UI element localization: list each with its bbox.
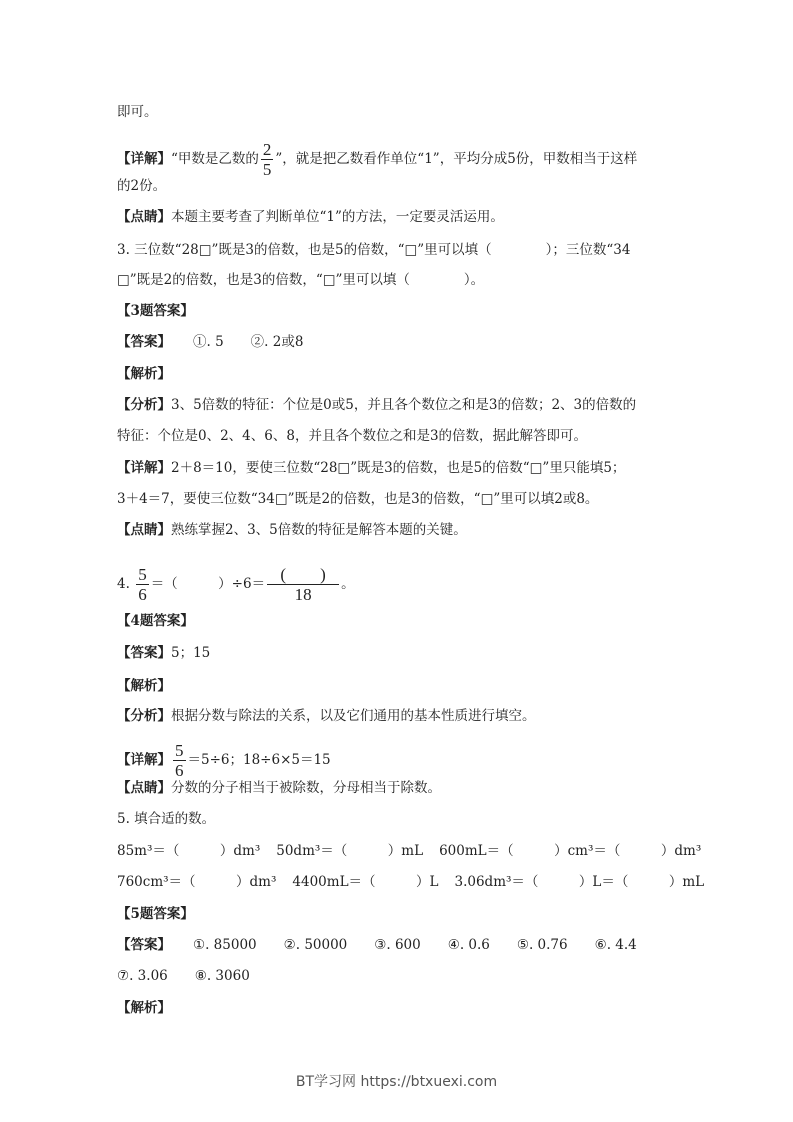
- text: 5；15: [171, 645, 211, 661]
- label-tip: 【点睛】: [117, 522, 171, 538]
- q3-detail: [117, 459, 625, 477]
- numerator: 5: [138, 565, 147, 584]
- text: ＝5÷6；18÷6×5＝15: [187, 752, 331, 768]
- fraction: [136, 565, 149, 604]
- blank-item: 3.06dm³＝（ ）L＝（ ）mL: [454, 874, 705, 890]
- label-answer: 【答案】: [117, 937, 171, 953]
- text-line: 即可。: [117, 104, 158, 120]
- q4-detail: [117, 741, 331, 780]
- numerator: 2: [262, 140, 272, 159]
- fraction: [173, 741, 186, 780]
- label-tip: 【点睛】: [117, 780, 171, 796]
- text-line: ⑦. 3.06 ⑧. 3060: [117, 968, 250, 984]
- q2-detail: [117, 140, 637, 179]
- denominator: 5: [262, 160, 272, 179]
- fraction: [261, 140, 274, 179]
- text: “甲数是乙数的: [171, 151, 259, 167]
- text: ”，就是把乙数看作单位“1”，平均分成5份，甲数相当于这样: [275, 151, 638, 167]
- numerator: 5: [175, 741, 184, 760]
- blank-item: 4400mL＝（ ）L: [292, 874, 439, 890]
- text-line: 特征：个位是0、2、4、6、8，并且各个数位之和是3的倍数，据此解答即可。: [117, 428, 588, 444]
- q3-tip: [117, 521, 467, 539]
- q4-fenxi: [117, 707, 536, 725]
- q3-answer-header: 【3题答案】: [117, 303, 194, 319]
- label-answer: 【答案】: [117, 645, 171, 661]
- text: 分数的分子相当于被除数，分母相当于除数。: [171, 780, 441, 796]
- q4-answer: [117, 644, 210, 662]
- text: 根据分数与除法的关系，以及它们通用的基本性质进行填空。: [171, 708, 536, 724]
- text: ＝（ ）÷6＝: [150, 576, 266, 592]
- q3-answer: [117, 333, 303, 351]
- text-line: 3＋4＝7，要使三位数“34□”既是2的倍数，也是3的倍数，“□”里可以填2或8。: [117, 491, 599, 507]
- q5-answer-header: 【5题答案】: [117, 906, 194, 922]
- q4-tip: [117, 779, 441, 797]
- q5-answer: [117, 936, 637, 954]
- label-detail: 【详解】: [117, 460, 171, 476]
- q3-question-line1: 3. 三位数“28□”既是3的倍数，也是5的倍数，“□”里可以填（ ）；三位数“34: [117, 242, 631, 258]
- label-analysis: 【分析】: [117, 708, 171, 724]
- q4-answer-header: 【4题答案】: [117, 613, 194, 629]
- text: ①. 5 ②. 2或8: [193, 334, 304, 350]
- denominator: 6: [175, 761, 184, 780]
- blank-item: 600mL＝（ ）cm³＝（ ）dm³: [439, 843, 702, 859]
- text: 本题主要考查了判断单位“1”的方法，一定要灵活运用。: [171, 209, 504, 225]
- q3-question-line2: □”既是2的倍数，也是3的倍数，“□”里可以填（ ）。: [117, 272, 485, 288]
- blank-item: 85m³＝（ ）dm³: [117, 843, 261, 859]
- text: 3、5倍数的特征：个位是0或5，并且各个数位之和是3的倍数；2、3的倍数的: [171, 397, 637, 413]
- q2-tip: [117, 208, 504, 226]
- watermark-footer: BT学习网 https://btxuexi.com: [295, 1074, 498, 1090]
- text: 。: [341, 576, 355, 592]
- label-detail: 【详解】: [117, 752, 171, 768]
- fraction-blank: [267, 565, 339, 604]
- q4-question: [117, 565, 355, 604]
- text: 熟练掌握2、3、5倍数的特征是解答本题的关键。: [171, 522, 467, 538]
- blank-item: 760cm³＝（ ）dm³: [117, 874, 277, 890]
- text: 2＋8＝10，要使三位数“28□”既是3的倍数，也是5的倍数“□”里只能填5；: [171, 460, 626, 476]
- label-analysis: 【分析】: [117, 397, 171, 413]
- q3-analysis-header: 【解析】: [117, 366, 171, 382]
- denominator: 6: [138, 585, 147, 604]
- q5-analysis-header: 【解析】: [117, 1000, 171, 1016]
- label-tip: 【点睛】: [117, 209, 171, 225]
- question-number: 4.: [117, 576, 130, 592]
- numerator-blank: ( ): [267, 565, 339, 585]
- label-detail: 【详解】: [117, 151, 171, 167]
- label-answer: 【答案】: [117, 334, 171, 350]
- text-line: 的2份。: [117, 178, 167, 194]
- q4-analysis-header: 【解析】: [117, 678, 171, 694]
- q5-row1: [117, 842, 701, 860]
- q3-fenxi: [117, 396, 636, 414]
- q5-row2: [117, 873, 704, 891]
- denominator: 18: [294, 585, 312, 604]
- text: ①. 85000 ②. 50000 ③. 600 ④. 0.6 ⑤. 0.76 ⑥. 4.4: [193, 937, 637, 953]
- q5-title: 5. 填合适的数。: [117, 811, 216, 827]
- blank-item: 50dm³＝（ ）mL: [276, 843, 424, 859]
